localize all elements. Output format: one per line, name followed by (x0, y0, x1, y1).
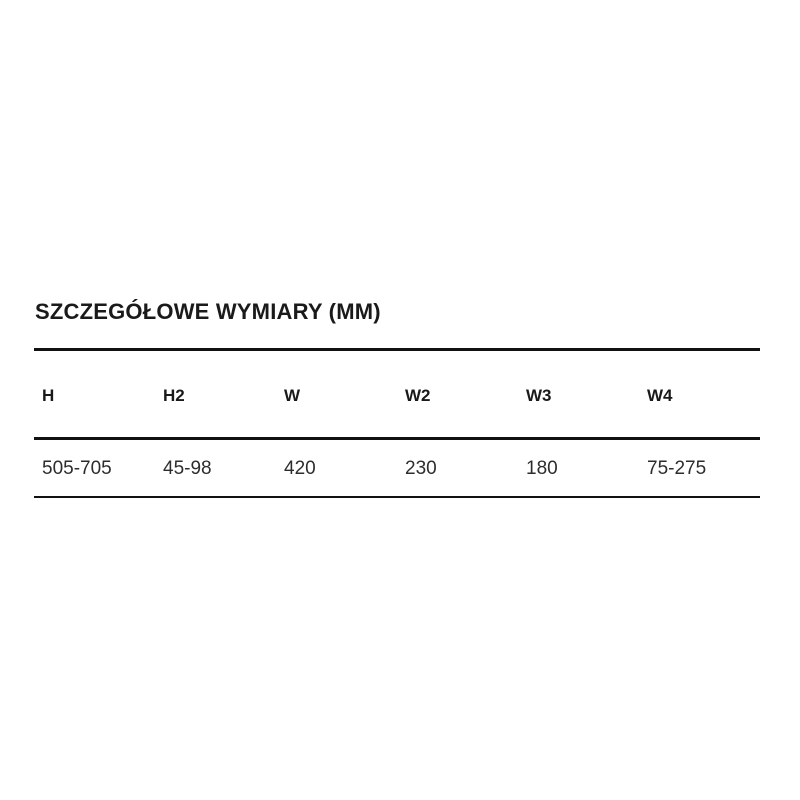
column-header-h2: H2 (155, 350, 276, 439)
column-header-w3: W3 (518, 350, 639, 439)
column-header-w4: W4 (639, 350, 760, 439)
dimension-value-h2: 45-98 (155, 439, 276, 498)
dimension-value-w3: 180 (518, 439, 639, 498)
table-row (34, 439, 760, 498)
dimensions-section (34, 300, 760, 498)
column-header-w: W (276, 350, 397, 439)
dimensions-table-head (34, 350, 760, 439)
section-title: SZCZEGÓŁOWE WYMIARY (MM) (35, 299, 381, 324)
column-header-h: H (34, 350, 155, 439)
dimension-value-h: 505-705 (34, 439, 155, 498)
dimension-value-w4: 75-275 (639, 439, 760, 498)
dimensions-table (34, 348, 760, 498)
dimension-value-w: 420 (276, 439, 397, 498)
column-header-w2: W2 (397, 350, 518, 439)
dimensions-table-body (34, 439, 760, 498)
dimension-value-w2: 230 (397, 439, 518, 498)
table-header-row (34, 350, 760, 439)
